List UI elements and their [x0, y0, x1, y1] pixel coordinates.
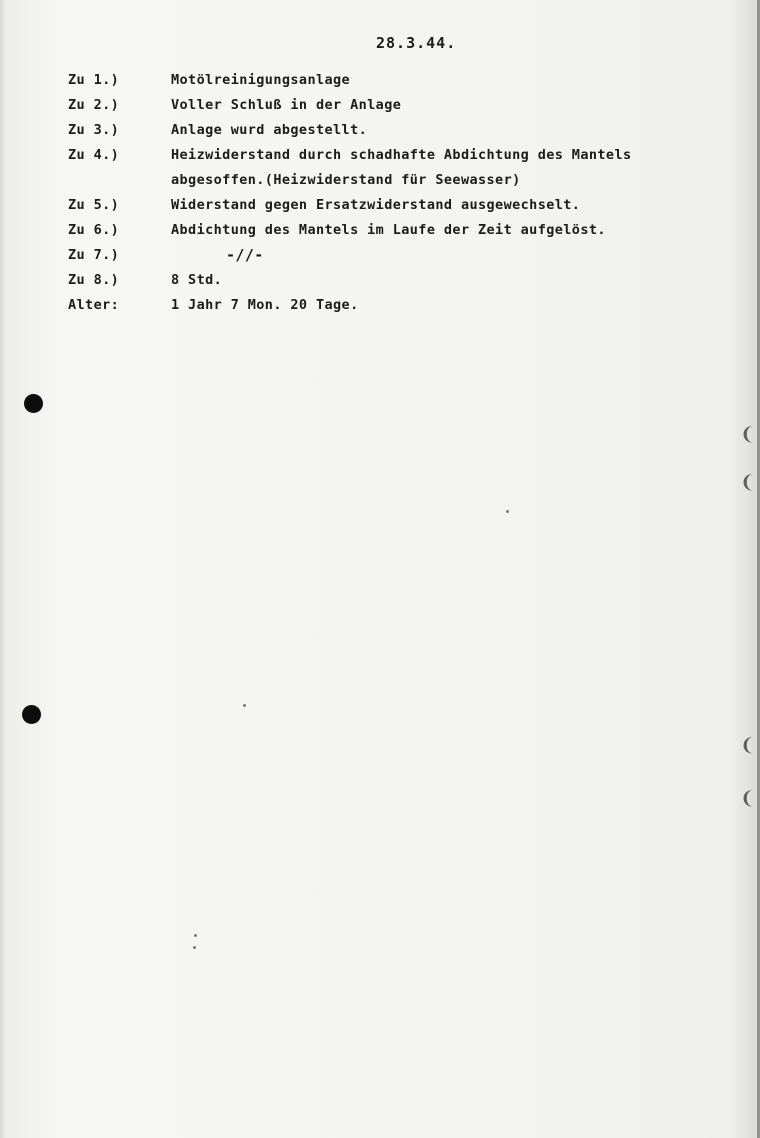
entry-text [171, 293, 738, 318]
entry-text [171, 93, 738, 118]
entry-line: Heizwiderstand durch schadhafte Abdichtung des Mantels [171, 147, 632, 163]
entry-number: Zu 5.) [68, 197, 120, 213]
entry-6 [68, 218, 738, 243]
entry-text [171, 143, 738, 193]
page-shadow-left [0, 0, 6, 1138]
staple-mark-icon: ❨ [740, 735, 756, 756]
entry-number: Zu 8.) [68, 272, 120, 288]
entry-1 [68, 68, 738, 93]
entry-number: Zu 3.) [68, 122, 120, 138]
entry-number: Zu 6.) [68, 222, 120, 238]
entry-line: Motölreinigungsanlage [171, 72, 351, 88]
entry-line: Abdichtung des Mantels im Laufe der Zeit aufgelöst. [171, 222, 606, 238]
ink-speck [506, 510, 509, 513]
entry-text [171, 218, 738, 243]
ink-speck [194, 934, 197, 937]
entry-line: 8 Std. [171, 272, 223, 288]
entry-number: Zu 2.) [68, 97, 120, 113]
entry-text [171, 118, 738, 143]
entry-5 [68, 193, 738, 218]
staple-mark-icon: ❨ [740, 788, 756, 809]
entry-line: abgesoffen.(Heizwiderstand für Seewasser) [171, 172, 521, 188]
entry-4 [68, 143, 738, 193]
entry-text [171, 243, 738, 268]
entry-text [171, 68, 738, 93]
entry-line: Voller Schluß in der Anlage [171, 97, 402, 113]
entry-list [68, 68, 738, 318]
entry-number: Zu 4.) [68, 147, 120, 163]
entry-text [171, 268, 738, 293]
entry-text [171, 193, 738, 218]
entry-8 [68, 268, 738, 293]
entry-line: 1 Jahr 7 Mon. 20 Tage. [171, 297, 359, 313]
entry-3 [68, 118, 738, 143]
staple-mark-icon: ❨ [740, 424, 756, 445]
punch-hole-icon [24, 394, 43, 413]
entry-number: Zu 1.) [68, 72, 120, 88]
entry-2 [68, 93, 738, 118]
ink-speck [243, 704, 246, 707]
entry-number: Zu 7.) [68, 247, 120, 263]
staple-mark-icon: ❨ [740, 472, 756, 493]
ink-speck [193, 946, 196, 949]
ditto-mark: -//- [226, 246, 264, 264]
entry-7 [68, 243, 738, 268]
entry-age [68, 293, 738, 318]
entry-line: Widerstand gegen Ersatzwiderstand ausgewechselt. [171, 197, 581, 213]
punch-hole-icon [22, 705, 41, 724]
entry-number: Alter: [68, 297, 120, 313]
document-date: 28.3.44. [376, 34, 457, 52]
entry-line: Anlage wurd abgestellt. [171, 122, 368, 138]
